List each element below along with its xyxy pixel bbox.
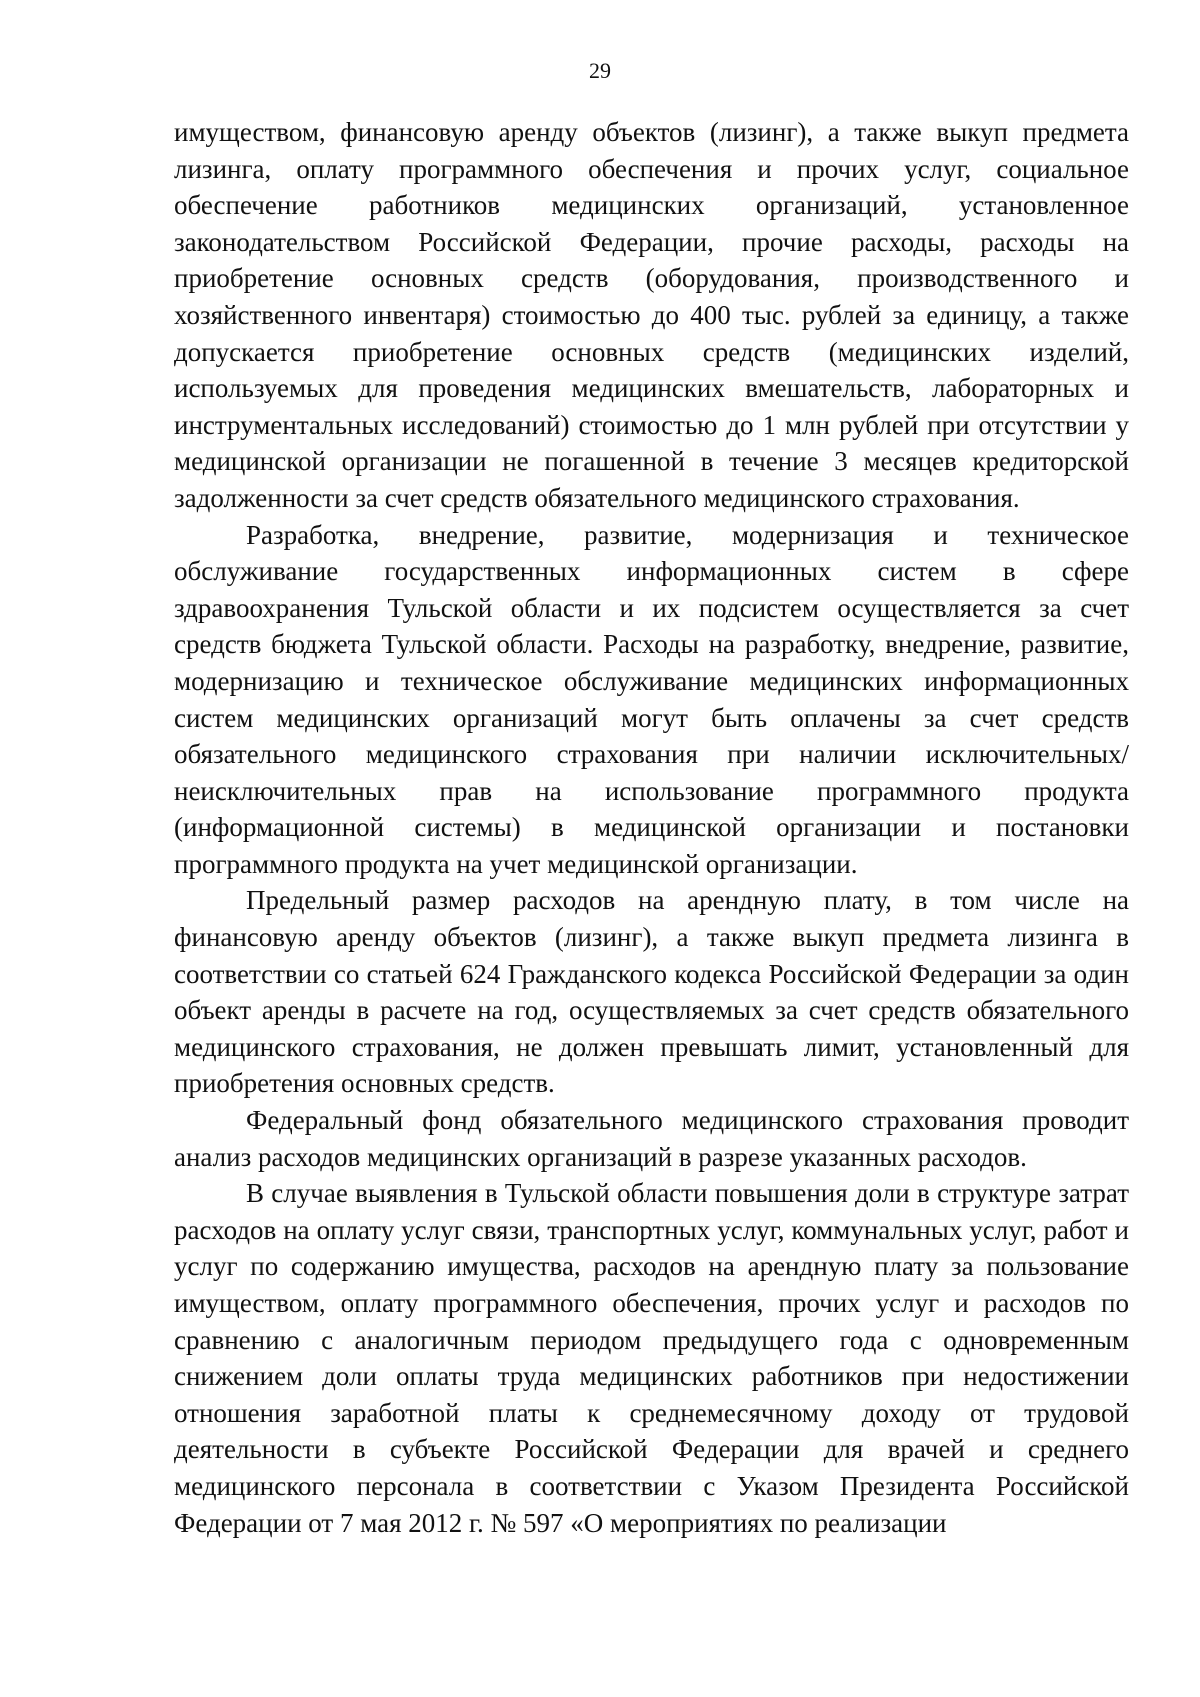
paragraph-information-systems: Разработка, внедрение, развитие, модернизация и техническое обслуживание государственных информационных систем в сфере здравоохранения Тульской области и их подсистем осуществляется за счет средств бюджета Тульской области. Расходы на разработку, внедрение, развитие, модернизацию и техническое обслуживание медицинских информационных систем медицинских организаций могут быть оплачены за счет средств обязательного медицинского страхования при наличии исключительных/неисключительных прав на использование программного продукта (информационной системы) в медицинской организации и постановки программного продукта на учет медицинской организации. bbox=[174, 519, 1129, 879]
paragraph-cost-structure: В случае выявления в Тульской области повышения доли в структуре затрат расходов на оплату услуг связи, транспортных услуг, коммунальных услуг, работ и услуг по содержанию имущества, расходов на арендную плату за пользование имуществом, оплату программного обеспечения, прочих услуг и расходов по сравнению с аналогичным периодом предыдущего года с одновременным снижением доли оплаты труда медицинских работников при недостижении отношения заработной платы к среднемесячному доходу от трудовой деятельности в субъекте Российской Федерации для врачей и среднего медицинского персонала в соответствии с Указом Президента Российской Федерации от 7 мая 2012 г. № 597 «О мероприятиях по реализации bbox=[174, 1178, 1129, 1538]
paragraph-rent-limit: Предельный размер расходов на арендную плату, в том числе на финансовую аренду объектов (лизинг), а также выкуп предмета лизинга в соответствии со статьей 624 Гражданского кодекса Российской Федерации за один объект аренды в расчете на год, осуществляемых за счет средств обязательного медицинского страхования, не должен превышать лимит, установленный для приобретения основных средств. bbox=[174, 885, 1129, 1099]
paragraph-federal-fund-analysis: Федеральный фонд обязательного медицинского страхования проводит анализ расходов медицинских организаций в разрезе указанных расходов. bbox=[174, 1105, 1129, 1172]
paragraph-continued: имуществом, финансовую аренду объектов (лизинг), а также выкуп предмета лизинга, оплату программного обеспечения и прочих услуг, социальное обеспечение работников медицинских организаций, установленное законодательством Российской Федерации, прочие расходы, расходы на приобретение основных средств (оборудования, производственного и хозяйственного инвентаря) стоимостью до 400 тыс. рублей за единицу, а также допускается приобретение основных средств (медицинских изделий, используемых для проведения медицинских вмешательств, лабораторных и инструментальных исследований) стоимостью до 1 млн рублей при отсутствии у медицинской организации не погашенной в течение 3 месяцев кредиторской задолженности за счет средств обязательного медицинского страхования. bbox=[174, 117, 1129, 513]
document-body bbox=[174, 114, 1129, 1541]
page-number: 29 bbox=[589, 58, 611, 83]
